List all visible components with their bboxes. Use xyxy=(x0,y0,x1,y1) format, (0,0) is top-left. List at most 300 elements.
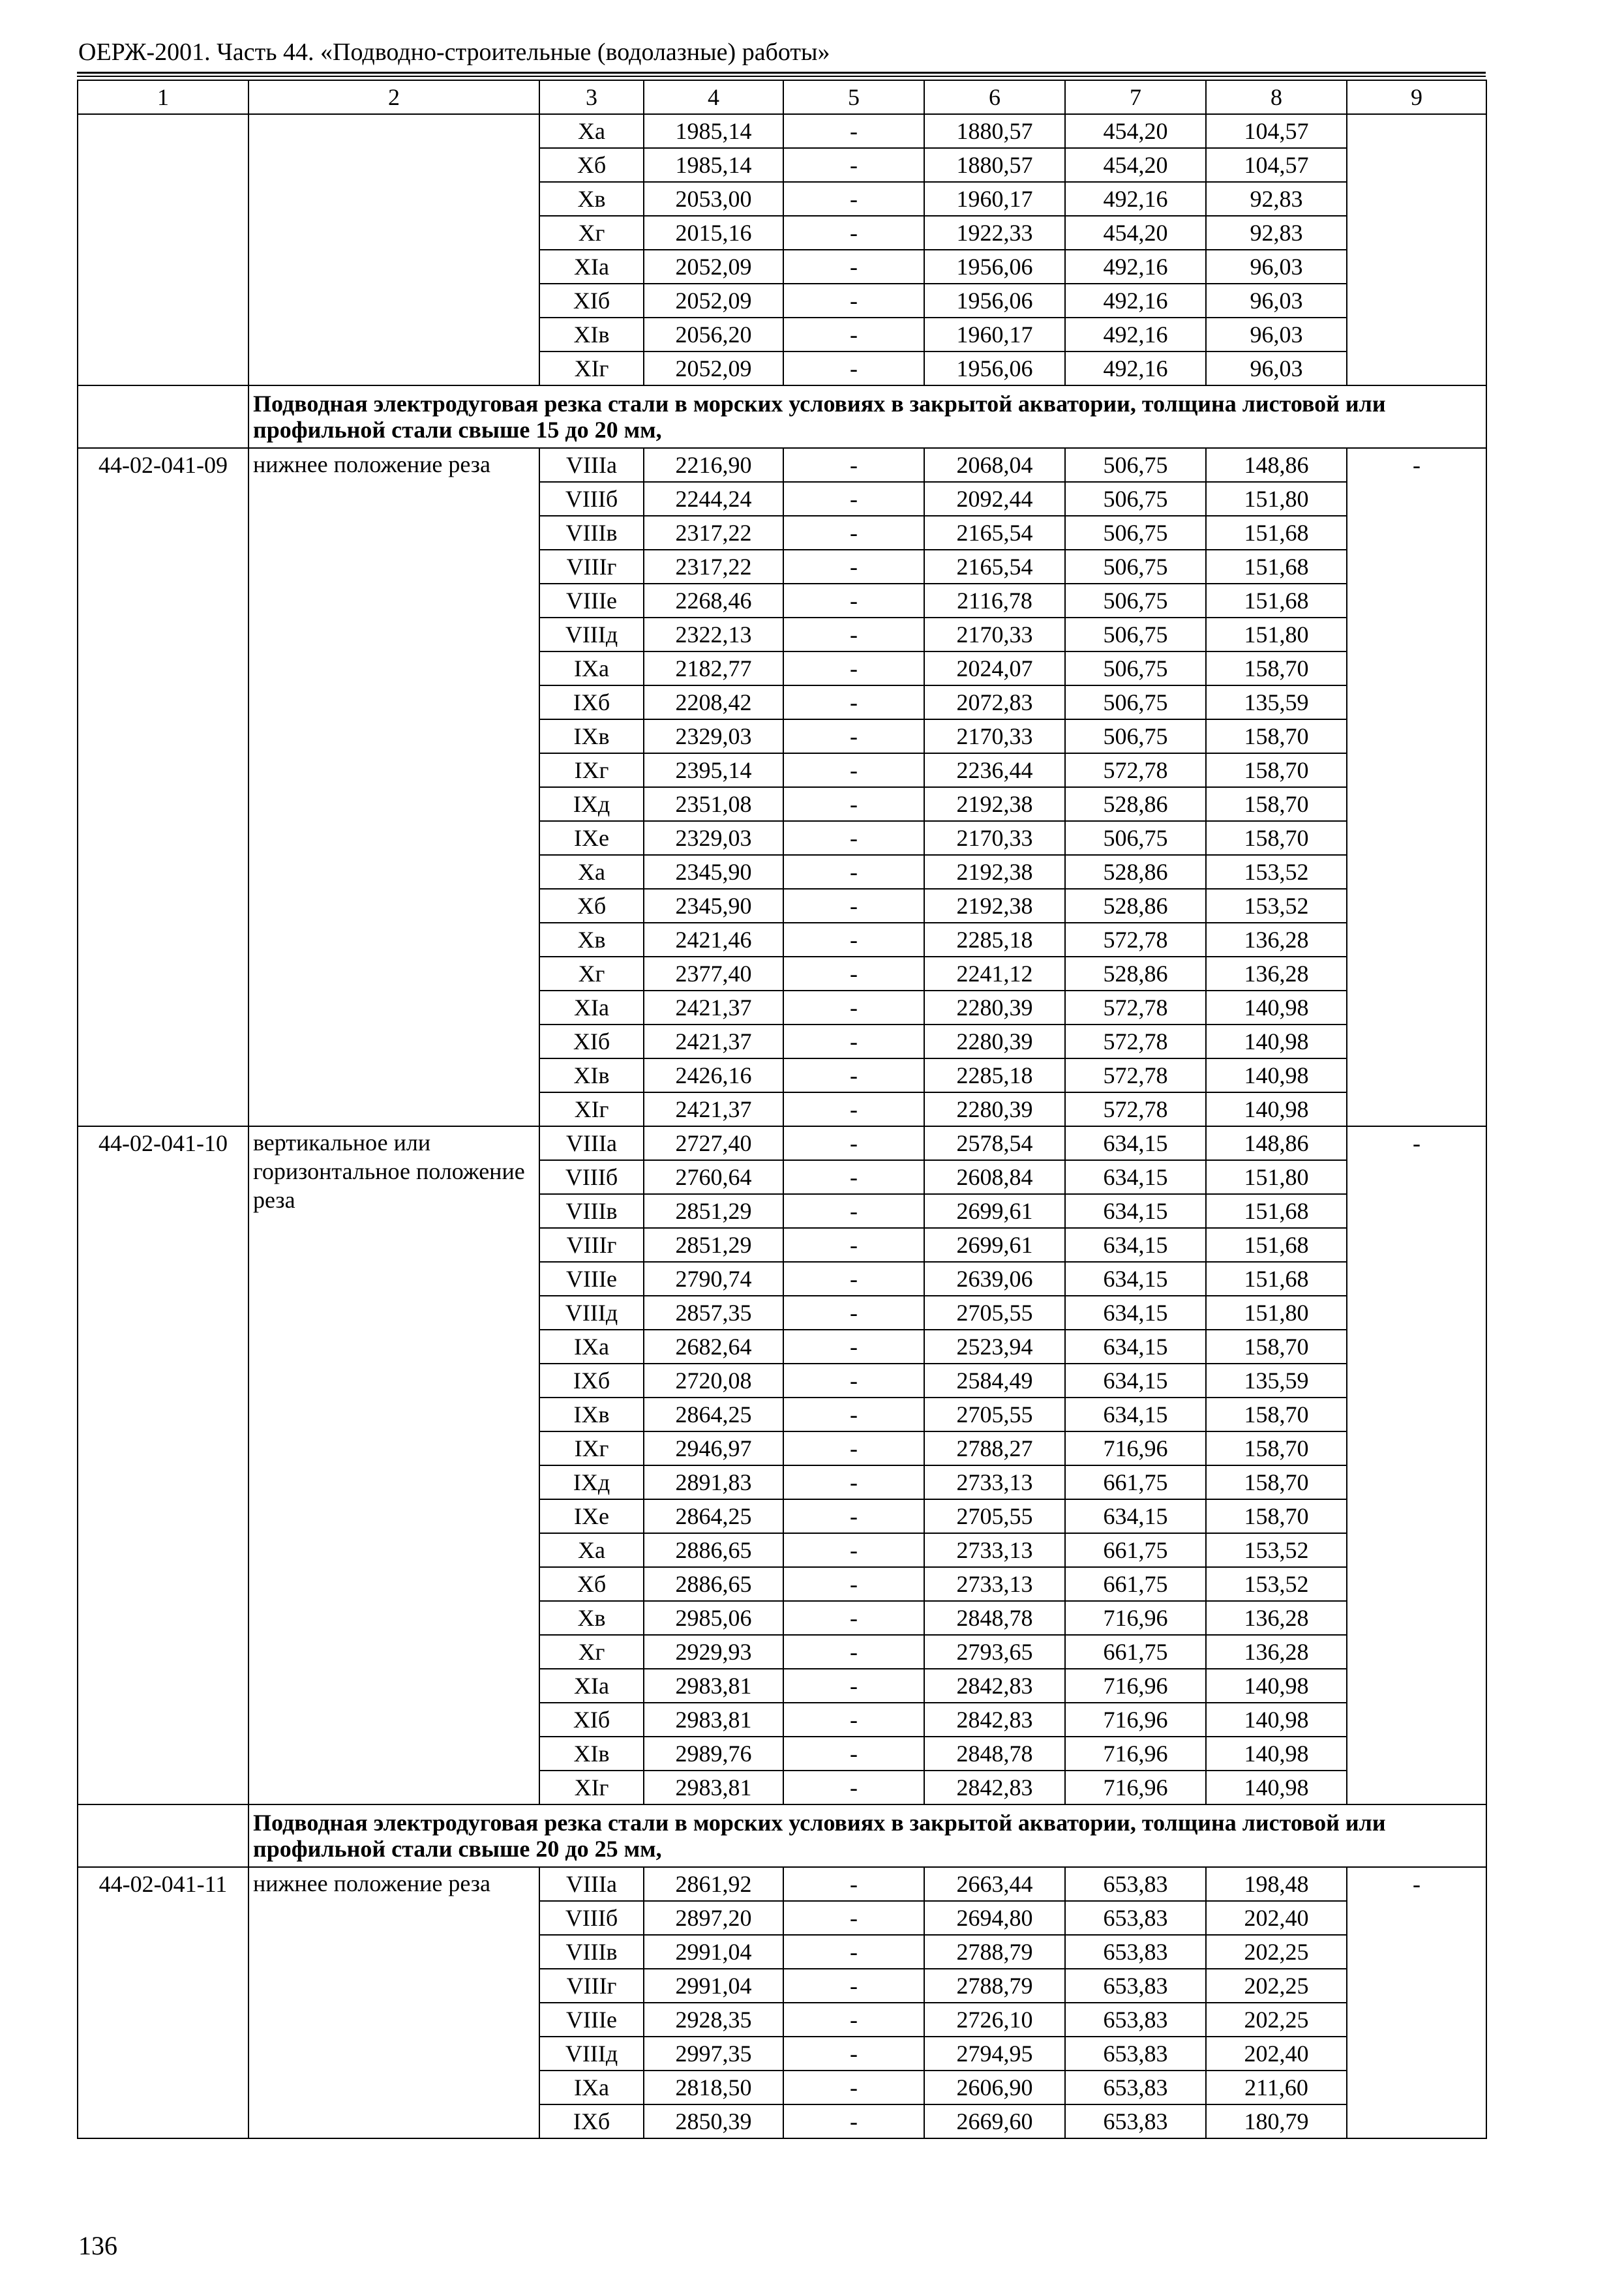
value-cell: 2733,13 xyxy=(924,1533,1065,1567)
page-header: ОЕРЖ-2001. Часть 44. «Подводно-строительные (водолазные) работы» xyxy=(78,38,830,66)
value-cell: 2421,46 xyxy=(644,923,783,957)
value-cell: 661,75 xyxy=(1065,1533,1206,1567)
value-cell: - xyxy=(783,1533,924,1567)
value-cell: 2241,12 xyxy=(924,957,1065,991)
value-cell: 2329,03 xyxy=(644,719,783,753)
value-cell: 2699,61 xyxy=(924,1194,1065,1228)
value-cell: 506,75 xyxy=(1065,550,1206,584)
value-cell: 506,75 xyxy=(1065,448,1206,482)
value-cell: - xyxy=(783,1194,924,1228)
value-cell: 153,52 xyxy=(1206,889,1347,923)
value-cell: 634,15 xyxy=(1065,1228,1206,1262)
value-cell: 151,80 xyxy=(1206,482,1347,516)
value-cell: 1880,57 xyxy=(924,114,1065,148)
zone-cell: IXa xyxy=(539,2071,644,2104)
column-number: 1 xyxy=(78,80,248,114)
value-cell: 153,52 xyxy=(1206,1533,1347,1567)
value-cell: 716,96 xyxy=(1065,1737,1206,1771)
column-number: 6 xyxy=(924,80,1065,114)
column-number: 8 xyxy=(1206,80,1347,114)
value-cell: - xyxy=(783,889,924,923)
value-cell: 2015,16 xyxy=(644,216,783,250)
value-cell: 2329,03 xyxy=(644,821,783,855)
zone-cell: IXa xyxy=(539,1330,644,1364)
value-cell: 135,59 xyxy=(1206,1364,1347,1398)
value-cell: 2192,38 xyxy=(924,855,1065,889)
value-cell: 2983,81 xyxy=(644,1771,783,1804)
zone-cell: Xб xyxy=(539,1567,644,1601)
zone-cell: VIIIв xyxy=(539,516,644,550)
value-cell: 634,15 xyxy=(1065,1262,1206,1296)
value-cell: 2421,37 xyxy=(644,1092,783,1126)
value-cell: 2056,20 xyxy=(644,318,783,352)
section-code-cell xyxy=(78,385,248,448)
value-cell: 2886,65 xyxy=(644,1567,783,1601)
zone-cell: Xг xyxy=(539,1635,644,1669)
rate-code: 44-02-041-10 xyxy=(78,1126,248,1804)
value-cell: 202,40 xyxy=(1206,1901,1347,1935)
value-cell: 2165,54 xyxy=(924,516,1065,550)
value-cell: 2322,13 xyxy=(644,618,783,651)
value-cell: 151,68 xyxy=(1206,1194,1347,1228)
column-9-cell xyxy=(1347,114,1486,385)
value-cell: 140,98 xyxy=(1206,991,1347,1025)
value-cell: - xyxy=(783,1431,924,1465)
value-cell: 2760,64 xyxy=(644,1160,783,1194)
value-cell: 2790,74 xyxy=(644,1262,783,1296)
value-cell: - xyxy=(783,1092,924,1126)
value-cell: 2663,44 xyxy=(924,1867,1065,1901)
value-cell: 2317,22 xyxy=(644,516,783,550)
value-cell: - xyxy=(783,318,924,352)
value-cell: - xyxy=(783,1499,924,1533)
value-cell: 653,83 xyxy=(1065,1867,1206,1901)
value-cell: 2280,39 xyxy=(924,1025,1065,1058)
value-cell: 2395,14 xyxy=(644,753,783,787)
value-cell: 506,75 xyxy=(1065,651,1206,685)
value-cell: 2421,37 xyxy=(644,1025,783,1058)
zone-cell: VIIIe xyxy=(539,1262,644,1296)
value-cell: - xyxy=(783,651,924,685)
value-cell: 2052,09 xyxy=(644,284,783,318)
zone-cell: VIIIг xyxy=(539,1228,644,1262)
value-cell: 153,52 xyxy=(1206,855,1347,889)
value-cell: 2426,16 xyxy=(644,1058,783,1092)
value-cell: 2864,25 xyxy=(644,1499,783,1533)
value-cell: 2052,09 xyxy=(644,352,783,385)
value-cell: 2053,00 xyxy=(644,182,783,216)
column-number: 2 xyxy=(248,80,539,114)
value-cell: 454,20 xyxy=(1065,114,1206,148)
value-cell: 2991,04 xyxy=(644,1935,783,1969)
value-cell: 2788,27 xyxy=(924,1431,1065,1465)
value-cell: 2946,97 xyxy=(644,1431,783,1465)
value-cell: 2192,38 xyxy=(924,787,1065,821)
column-number: 5 xyxy=(783,80,924,114)
value-cell: 572,78 xyxy=(1065,923,1206,957)
value-cell: 158,70 xyxy=(1206,1499,1347,1533)
value-cell: - xyxy=(783,1867,924,1901)
value-cell: 2705,55 xyxy=(924,1398,1065,1431)
value-cell: 2236,44 xyxy=(924,753,1065,787)
value-cell: - xyxy=(783,1465,924,1499)
zone-cell: Xб xyxy=(539,148,644,182)
value-cell: 2165,54 xyxy=(924,550,1065,584)
value-cell: 2886,65 xyxy=(644,1533,783,1567)
value-cell: 2991,04 xyxy=(644,1969,783,2003)
value-cell: 151,68 xyxy=(1206,584,1347,618)
value-cell: 92,83 xyxy=(1206,182,1347,216)
value-cell: 506,75 xyxy=(1065,821,1206,855)
value-cell: 661,75 xyxy=(1065,1567,1206,1601)
zone-cell: VIIIa xyxy=(539,448,644,482)
zone-cell: IXд xyxy=(539,1465,644,1499)
value-cell: - xyxy=(783,1737,924,1771)
value-cell: 454,20 xyxy=(1065,216,1206,250)
value-cell: 104,57 xyxy=(1206,114,1347,148)
value-cell: 1985,14 xyxy=(644,148,783,182)
value-cell: 148,86 xyxy=(1206,1126,1347,1160)
rates-table-body xyxy=(78,80,1486,2138)
value-cell: 661,75 xyxy=(1065,1465,1206,1499)
value-cell: 92,83 xyxy=(1206,216,1347,250)
zone-cell: Xг xyxy=(539,957,644,991)
value-cell: 2850,39 xyxy=(644,2104,783,2138)
value-cell: - xyxy=(783,1228,924,1262)
value-cell: 572,78 xyxy=(1065,1092,1206,1126)
value-cell: - xyxy=(783,1160,924,1194)
zone-cell: Xв xyxy=(539,1601,644,1635)
value-cell: 2989,76 xyxy=(644,1737,783,1771)
value-cell: 96,03 xyxy=(1206,352,1347,385)
value-cell: 135,59 xyxy=(1206,685,1347,719)
value-cell: 136,28 xyxy=(1206,1601,1347,1635)
zone-cell: IXг xyxy=(539,753,644,787)
value-cell: 2928,35 xyxy=(644,2003,783,2037)
value-cell: 2705,55 xyxy=(924,1499,1065,1533)
value-cell: 1956,06 xyxy=(924,250,1065,284)
work-description: нижнее положение реза xyxy=(248,448,539,1126)
zone-cell: VIIIa xyxy=(539,1126,644,1160)
value-cell: 140,98 xyxy=(1206,1058,1347,1092)
value-cell: 2857,35 xyxy=(644,1296,783,1330)
zone-cell: XIв xyxy=(539,318,644,352)
zone-cell: XIa xyxy=(539,250,644,284)
value-cell: 202,25 xyxy=(1206,2003,1347,2037)
zone-cell: VIIIв xyxy=(539,1935,644,1969)
value-cell: - xyxy=(783,114,924,148)
value-cell: 572,78 xyxy=(1065,1025,1206,1058)
value-cell: 492,16 xyxy=(1065,250,1206,284)
work-description: нижнее положение реза xyxy=(248,1867,539,2138)
rate-code: 44-02-041-09 xyxy=(78,448,248,1126)
value-cell: 2720,08 xyxy=(644,1364,783,1398)
zone-cell: XIг xyxy=(539,1771,644,1804)
value-cell: - xyxy=(783,753,924,787)
value-cell: - xyxy=(783,352,924,385)
value-cell: 2024,07 xyxy=(924,651,1065,685)
zone-cell: IXe xyxy=(539,1499,644,1533)
value-cell: 2170,33 xyxy=(924,719,1065,753)
value-cell: - xyxy=(783,1398,924,1431)
column-number: 7 xyxy=(1065,80,1206,114)
value-cell: 506,75 xyxy=(1065,516,1206,550)
value-cell: 104,57 xyxy=(1206,148,1347,182)
value-cell: 158,70 xyxy=(1206,1398,1347,1431)
value-cell: - xyxy=(783,685,924,719)
value-cell: 2345,90 xyxy=(644,889,783,923)
value-cell: 653,83 xyxy=(1065,2104,1206,2138)
value-cell: 2192,38 xyxy=(924,889,1065,923)
value-cell: - xyxy=(783,550,924,584)
value-cell: 2733,13 xyxy=(924,1465,1065,1499)
rate-code: 44-02-041-11 xyxy=(78,1867,248,2138)
value-cell: 2842,83 xyxy=(924,1703,1065,1737)
value-cell: 572,78 xyxy=(1065,991,1206,1025)
zone-cell: VIIIб xyxy=(539,1160,644,1194)
value-cell: 2983,81 xyxy=(644,1703,783,1737)
value-cell: 2864,25 xyxy=(644,1398,783,1431)
value-cell: - xyxy=(783,787,924,821)
value-cell: 2068,04 xyxy=(924,448,1065,482)
value-cell: 2072,83 xyxy=(924,685,1065,719)
zone-cell: IXв xyxy=(539,1398,644,1431)
value-cell: - xyxy=(783,1935,924,1969)
value-cell: - xyxy=(783,1635,924,1669)
rates-table xyxy=(77,80,1487,2139)
value-cell: 2842,83 xyxy=(924,1771,1065,1804)
value-cell: - xyxy=(783,855,924,889)
zone-cell: IXб xyxy=(539,1364,644,1398)
value-cell: - xyxy=(783,2003,924,2037)
value-cell: 506,75 xyxy=(1065,618,1206,651)
value-cell: 2639,06 xyxy=(924,1262,1065,1296)
zone-cell: Xг xyxy=(539,216,644,250)
value-cell: - xyxy=(783,284,924,318)
value-cell: 2851,29 xyxy=(644,1194,783,1228)
value-cell: 528,86 xyxy=(1065,889,1206,923)
value-cell: 454,20 xyxy=(1065,148,1206,182)
column-number: 3 xyxy=(539,80,644,114)
value-cell: 634,15 xyxy=(1065,1160,1206,1194)
zone-cell: Xa xyxy=(539,114,644,148)
value-cell: 2891,83 xyxy=(644,1465,783,1499)
value-cell: 653,83 xyxy=(1065,1969,1206,2003)
value-cell: - xyxy=(783,1025,924,1058)
value-cell: 158,70 xyxy=(1206,719,1347,753)
value-cell: 2351,08 xyxy=(644,787,783,821)
value-cell: 140,98 xyxy=(1206,1737,1347,1771)
zone-cell: VIIIд xyxy=(539,618,644,651)
value-cell: 151,68 xyxy=(1206,516,1347,550)
value-cell: - xyxy=(783,2104,924,2138)
value-cell: 634,15 xyxy=(1065,1398,1206,1431)
value-cell: 2705,55 xyxy=(924,1296,1065,1330)
value-cell: - xyxy=(783,1126,924,1160)
section-heading-row xyxy=(78,385,1486,448)
value-cell: 158,70 xyxy=(1206,1431,1347,1465)
value-cell: 2578,54 xyxy=(924,1126,1065,1160)
value-cell: - xyxy=(783,216,924,250)
value-cell: 653,83 xyxy=(1065,2037,1206,2071)
value-cell: 2268,46 xyxy=(644,584,783,618)
column-number-row xyxy=(78,80,1486,114)
value-cell: - xyxy=(783,250,924,284)
value-cell: - xyxy=(783,1567,924,1601)
value-cell: 151,80 xyxy=(1206,1296,1347,1330)
value-cell: 96,03 xyxy=(1206,318,1347,352)
value-cell: 2861,92 xyxy=(644,1867,783,1901)
value-cell: 2897,20 xyxy=(644,1901,783,1935)
zone-cell: XIб xyxy=(539,1025,644,1058)
value-cell: 151,80 xyxy=(1206,1160,1347,1194)
value-cell: 506,75 xyxy=(1065,584,1206,618)
column-9-cell: - xyxy=(1347,1867,1486,2138)
column-9-cell: - xyxy=(1347,1126,1486,1804)
page-number: 136 xyxy=(78,2231,117,2260)
value-cell: 140,98 xyxy=(1206,1092,1347,1126)
zone-cell: Xб xyxy=(539,889,644,923)
section-heading-row xyxy=(78,1804,1486,1867)
value-cell: 2584,49 xyxy=(924,1364,1065,1398)
value-cell: 2285,18 xyxy=(924,923,1065,957)
section-heading: Подводная электродуговая резка стали в морских условиях в закрытой акватории, толщина листовой или профильной стали свыше 15 до 20 мм, xyxy=(248,385,1486,448)
value-cell: 2280,39 xyxy=(924,1092,1065,1126)
value-cell: 96,03 xyxy=(1206,250,1347,284)
zone-cell: IXг xyxy=(539,1431,644,1465)
value-cell: 2727,40 xyxy=(644,1126,783,1160)
value-cell: 1985,14 xyxy=(644,114,783,148)
value-cell: 572,78 xyxy=(1065,1058,1206,1092)
value-cell: 2170,33 xyxy=(924,821,1065,855)
value-cell: 1960,17 xyxy=(924,318,1065,352)
value-cell: 158,70 xyxy=(1206,787,1347,821)
value-cell: 158,70 xyxy=(1206,651,1347,685)
value-cell: 2182,77 xyxy=(644,651,783,685)
zone-cell: VIIIб xyxy=(539,482,644,516)
value-cell: - xyxy=(783,991,924,1025)
value-cell: 198,48 xyxy=(1206,1867,1347,1901)
value-cell: 151,68 xyxy=(1206,1228,1347,1262)
value-cell: 2669,60 xyxy=(924,2104,1065,2138)
value-cell: 716,96 xyxy=(1065,1703,1206,1737)
zone-cell: XIa xyxy=(539,991,644,1025)
value-cell: 2848,78 xyxy=(924,1601,1065,1635)
value-cell: 140,98 xyxy=(1206,1669,1347,1703)
value-cell: - xyxy=(783,2037,924,2071)
value-cell: 2608,84 xyxy=(924,1160,1065,1194)
zone-cell: VIIIг xyxy=(539,1969,644,2003)
zone-cell: VIIIв xyxy=(539,1194,644,1228)
value-cell: 158,70 xyxy=(1206,1330,1347,1364)
value-cell: 2244,24 xyxy=(644,482,783,516)
value-cell: 2842,83 xyxy=(924,1669,1065,1703)
value-cell: 140,98 xyxy=(1206,1025,1347,1058)
value-cell: 2794,95 xyxy=(924,2037,1065,2071)
value-cell: 148,86 xyxy=(1206,448,1347,482)
value-cell: - xyxy=(783,584,924,618)
value-cell: 2285,18 xyxy=(924,1058,1065,1092)
value-cell: 716,96 xyxy=(1065,1431,1206,1465)
value-cell: 1960,17 xyxy=(924,182,1065,216)
zone-cell: XIв xyxy=(539,1737,644,1771)
value-cell: 2216,90 xyxy=(644,448,783,482)
value-cell: 136,28 xyxy=(1206,957,1347,991)
zone-cell: Xв xyxy=(539,182,644,216)
value-cell: - xyxy=(783,2071,924,2104)
value-cell: 2793,65 xyxy=(924,1635,1065,1669)
table-row xyxy=(78,1126,1486,1160)
value-cell: - xyxy=(783,1703,924,1737)
table-row xyxy=(78,448,1486,482)
zone-cell: XIб xyxy=(539,1703,644,1737)
zone-cell: IXe xyxy=(539,821,644,855)
value-cell: 492,16 xyxy=(1065,352,1206,385)
value-cell: 2694,80 xyxy=(924,1901,1065,1935)
value-cell: 2606,90 xyxy=(924,2071,1065,2104)
value-cell: - xyxy=(783,1296,924,1330)
value-cell: 211,60 xyxy=(1206,2071,1347,2104)
value-cell: 140,98 xyxy=(1206,1703,1347,1737)
section-heading: Подводная электродуговая резка стали в морских условиях в закрытой акватории, толщина листовой или профильной стали свыше 20 до 25 мм, xyxy=(248,1804,1486,1867)
value-cell: 492,16 xyxy=(1065,182,1206,216)
value-cell: 2997,35 xyxy=(644,2037,783,2071)
value-cell: 653,83 xyxy=(1065,1935,1206,1969)
value-cell: - xyxy=(783,1262,924,1296)
zone-cell: Xa xyxy=(539,855,644,889)
value-cell: 2280,39 xyxy=(924,991,1065,1025)
value-cell: 716,96 xyxy=(1065,1601,1206,1635)
value-cell: 96,03 xyxy=(1206,284,1347,318)
value-cell: 2052,09 xyxy=(644,250,783,284)
value-cell: 653,83 xyxy=(1065,1901,1206,1935)
value-cell: - xyxy=(783,1330,924,1364)
table-row xyxy=(78,114,1486,148)
value-cell: 136,28 xyxy=(1206,1635,1347,1669)
value-cell: 716,96 xyxy=(1065,1669,1206,1703)
zone-cell: XIг xyxy=(539,352,644,385)
zone-cell: XIб xyxy=(539,284,644,318)
value-cell: 2983,81 xyxy=(644,1669,783,1703)
value-cell: 653,83 xyxy=(1065,2071,1206,2104)
value-cell: 1922,33 xyxy=(924,216,1065,250)
value-cell: 492,16 xyxy=(1065,284,1206,318)
value-cell: - xyxy=(783,516,924,550)
value-cell: - xyxy=(783,923,924,957)
value-cell: 634,15 xyxy=(1065,1296,1206,1330)
zone-cell: XIв xyxy=(539,1058,644,1092)
value-cell: 1956,06 xyxy=(924,284,1065,318)
value-cell: 2726,10 xyxy=(924,2003,1065,2037)
value-cell: 653,83 xyxy=(1065,2003,1206,2037)
zone-cell: IXв xyxy=(539,719,644,753)
value-cell: 492,16 xyxy=(1065,318,1206,352)
zone-cell: Xa xyxy=(539,1533,644,1567)
value-cell: - xyxy=(783,182,924,216)
value-cell: 202,25 xyxy=(1206,1969,1347,2003)
rate-code xyxy=(78,114,248,385)
value-cell: 634,15 xyxy=(1065,1499,1206,1533)
value-cell: 2985,06 xyxy=(644,1601,783,1635)
value-cell: - xyxy=(783,148,924,182)
value-cell: 572,78 xyxy=(1065,753,1206,787)
value-cell: 528,86 xyxy=(1065,855,1206,889)
value-cell: 2848,78 xyxy=(924,1737,1065,1771)
value-cell: 202,25 xyxy=(1206,1935,1347,1969)
value-cell: 140,98 xyxy=(1206,1771,1347,1804)
header-rule xyxy=(77,72,1486,74)
value-cell: 2929,93 xyxy=(644,1635,783,1669)
